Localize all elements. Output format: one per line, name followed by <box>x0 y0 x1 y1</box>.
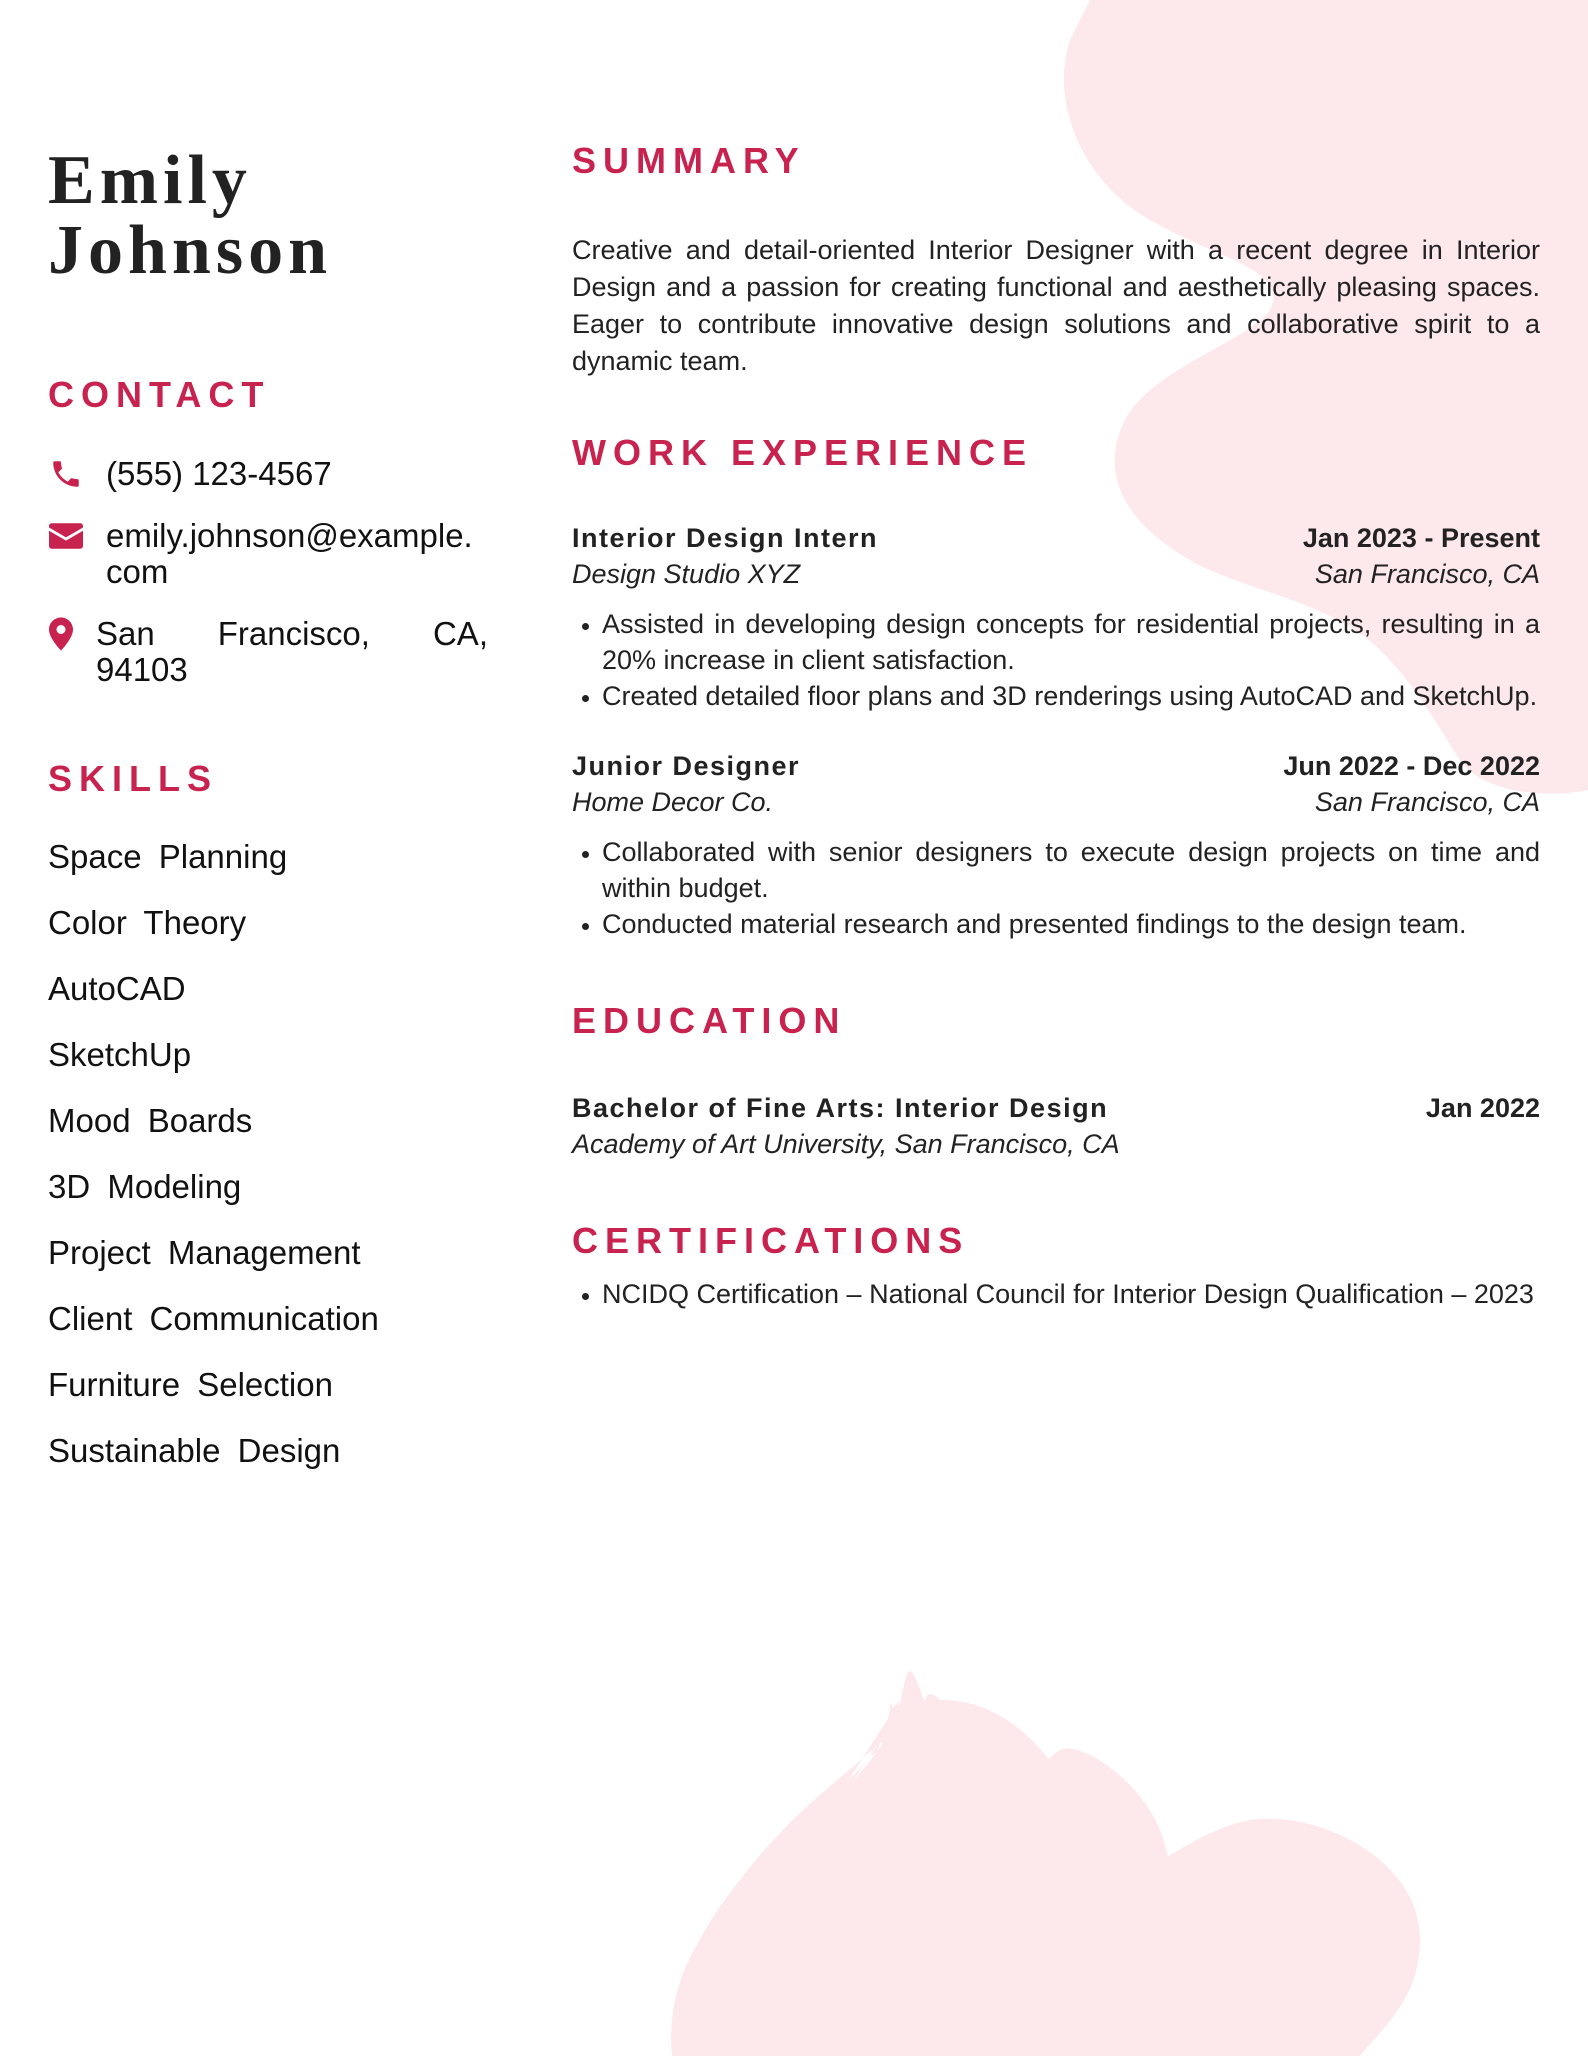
job-bullet: • Collaborated with senior designers to execute design projects on time and within budget. <box>602 834 1540 906</box>
certifications-heading: CERTIFICATIONS <box>572 1220 970 1261</box>
contact-location <box>48 616 488 688</box>
skill-item: Space Planning <box>48 838 288 875</box>
envelope-icon <box>48 518 84 554</box>
job-title: Junior Designer <box>572 751 801 781</box>
job-company: Design Studio XYZ <box>572 559 801 589</box>
skill-item: 3D Modeling <box>48 1168 242 1205</box>
education-heading: EDUCATION <box>572 1000 847 1041</box>
job-entry <box>572 520 1540 714</box>
school: Academy of Art University, San Francisco, CA <box>572 1129 1120 1159</box>
location-text: San Francisco, CA, 94103 <box>96 615 488 688</box>
job-bullet: • Created detailed floor plans and 3D renderings using AutoCAD and SketchUp. <box>602 678 1540 714</box>
skill-item: Sustainable Design <box>48 1432 341 1469</box>
email-text[interactable]: emily.johnson@example.com <box>106 517 473 590</box>
job-entry <box>572 748 1540 942</box>
job-bullets <box>572 606 1540 714</box>
summary-heading: SUMMARY <box>572 140 806 181</box>
phone-icon <box>48 456 84 492</box>
job-dates: Jun 2022 - Dec 2022 <box>1283 751 1540 781</box>
contact-phone <box>48 456 488 492</box>
skill-item: Mood Boards <box>48 1102 253 1139</box>
job-title: Interior Design Intern <box>572 523 879 553</box>
job-company: Home Decor Co. <box>572 787 774 817</box>
education-date: Jan 2022 <box>1425 1093 1540 1123</box>
contact-list <box>48 456 488 688</box>
last-name: Johnson <box>48 212 333 289</box>
certification-item: • NCIDQ Certification – National Council for Interior Design Qualification – 2023 <box>602 1276 1540 1312</box>
job-bullet: • Conducted material research and presented findings to the design team. <box>602 906 1540 942</box>
job-bullets <box>572 834 1540 942</box>
skills-list <box>48 838 488 1470</box>
education-entry <box>572 1090 1540 1162</box>
skills-heading: SKILLS <box>48 758 219 799</box>
map-pin-icon <box>48 616 74 652</box>
work-heading: WORK EXPERIENCE <box>572 432 1034 473</box>
skill-item: AutoCAD <box>48 970 186 1007</box>
skill-item: Project Management <box>48 1234 361 1271</box>
first-name: Emily <box>48 142 252 219</box>
contact-heading: CONTACT <box>48 374 271 415</box>
summary-text: Creative and detail-oriented Interior Designer with a recent degree in Interior Design and a passion for creating functional and aesthetically pleasing spaces. Eager to contribute innovative design solutions and collaborative spirit to a dynamic team. <box>572 235 1540 376</box>
certification-list <box>572 1276 1540 1312</box>
left-column <box>48 140 488 1498</box>
skill-item: Color Theory <box>48 904 247 941</box>
skill-item: Furniture Selection <box>48 1366 333 1403</box>
job-dates: Jan 2023 - Present <box>1302 523 1540 553</box>
skill-item: SketchUp <box>48 1036 192 1073</box>
right-column <box>572 140 1540 1312</box>
contact-email <box>48 518 488 590</box>
job-bullet: • Assisted in developing design concepts for residential projects, resulting in a 20% increase in client satisfaction. <box>602 606 1540 678</box>
skill-item: Client Communication <box>48 1300 379 1337</box>
degree: Bachelor of Fine Arts: Interior Design <box>572 1093 1109 1123</box>
job-location: San Francisco, CA <box>1314 787 1540 817</box>
job-location: San Francisco, CA <box>1314 559 1540 589</box>
candidate-name <box>48 142 488 289</box>
phone-text: (555) 123-4567 <box>106 455 332 492</box>
